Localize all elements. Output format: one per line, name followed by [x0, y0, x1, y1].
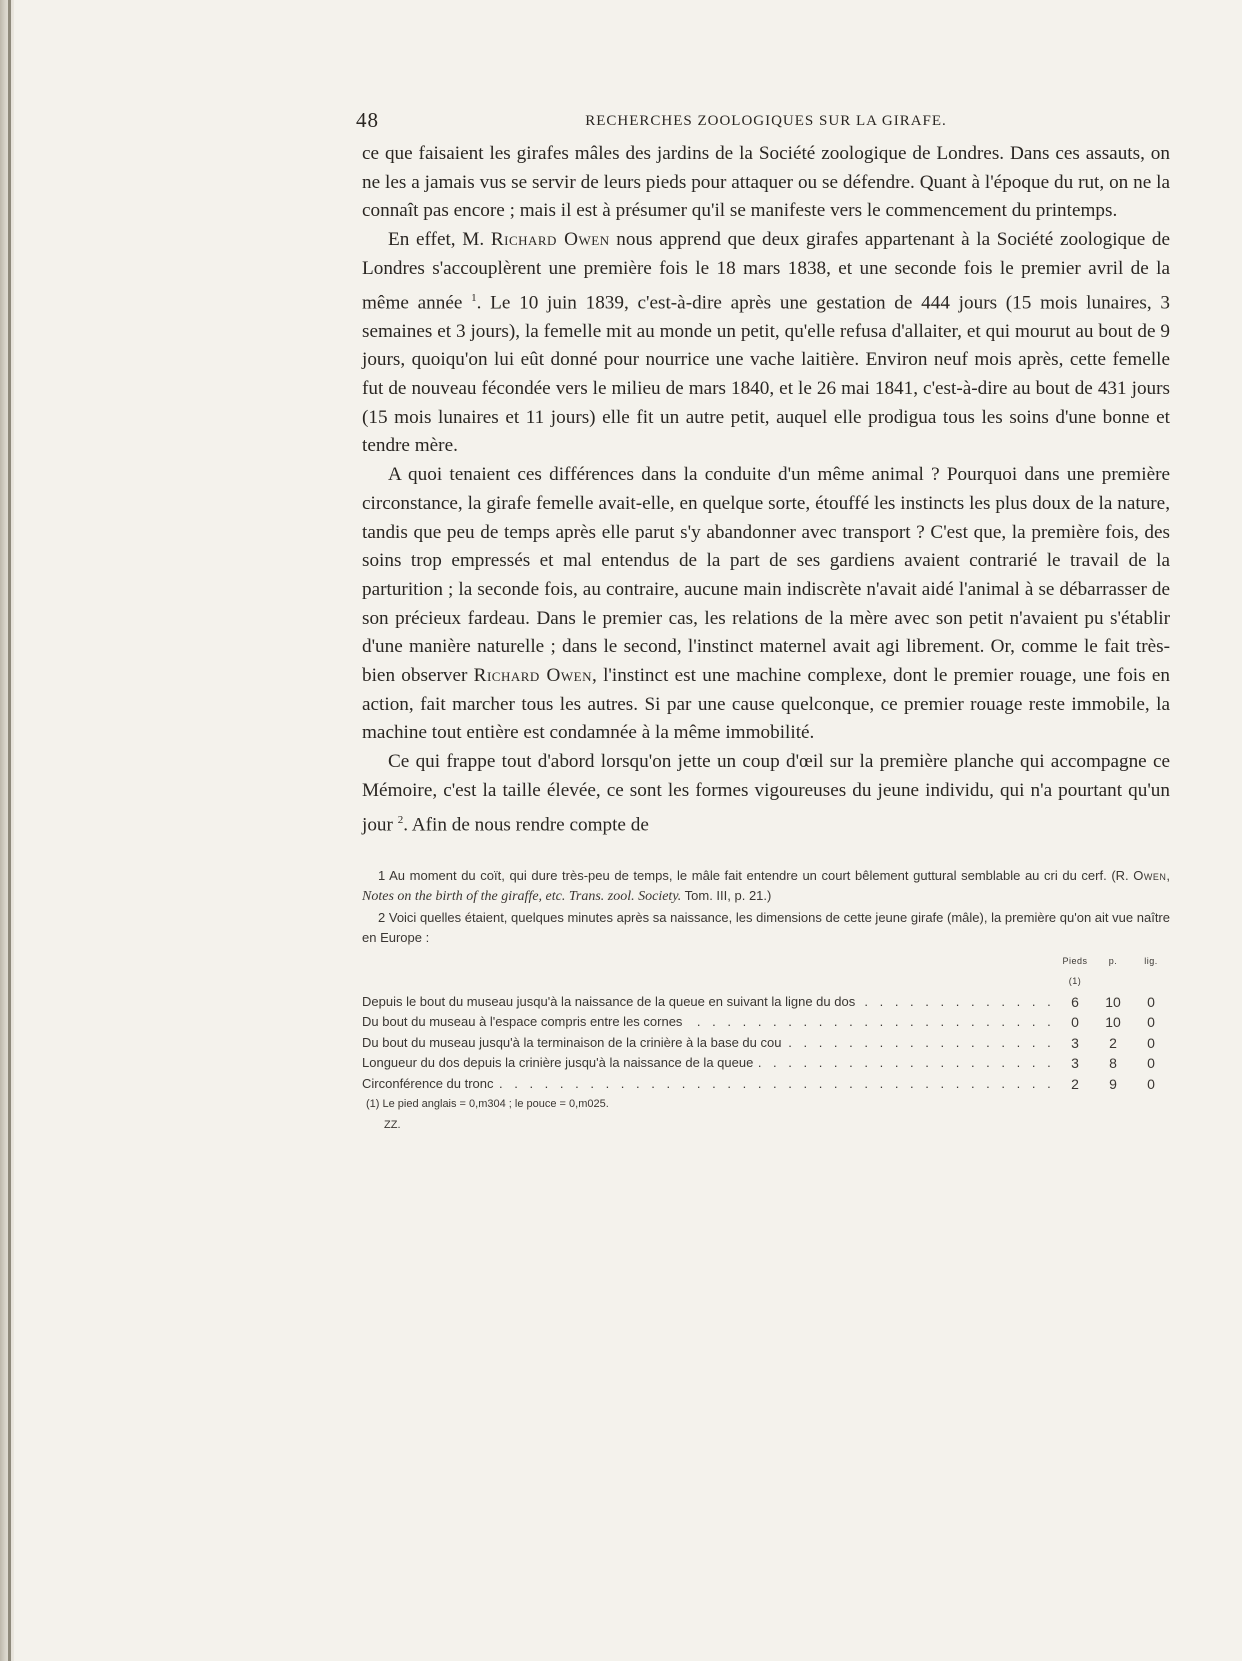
measurement-pieds: 2 — [1071, 1075, 1079, 1092]
measurement-pouces: 10 — [1105, 993, 1121, 1010]
printer-signature: ZZ. — [384, 1118, 401, 1131]
footnote-1-segment: Notes on the birth of the giraffe, etc. Trans. zool. Society. — [362, 889, 682, 905]
paragraph-segment: , l'instinct est une machine complexe, dont le premier rouage, une fois en action, fait marcher tous les autres. Si par une cause quelconque, ce premier rouage reste immobile, la machine tout entière est condamnée à la même immobilité. — [362, 665, 1170, 744]
measurement-label: Depuis le bout du museau jusqu'à la naissance de la queue en suivant la ligne du dos . . . — [362, 992, 1056, 1013]
book-spine-shadow — [0, 0, 14, 1661]
book-spine-edge — [8, 0, 11, 1661]
footnote-2-intro: 2 Voici quelles étaient, quelques minutes après sa naissance, les dimensions de cette jeune girafe (mâle), la première qu'on ait vue naître en Europe : — [362, 909, 1170, 946]
paragraph-segment: . Le 10 juin 1839, c'est-à-dire après une gestation de 444 jours (15 mois lunaires, 3 semaines et 3 jours), la femelle mit au monde un petit, qu'elle refusa d'allaiter, et qui mourut au bout de 9 jours, quoiqu'on lui eût donné pour nourrice une vache laitière. Environ neuf mois après, cette femelle fut de nouveau fécondée vers le milieu de mars 1840, et le 26 mai 1841, c'est-à-dire au bout de 431 jours (15 mois lunaires et 11 jours) elle fit un autre petit, auquel elle prodigua tous les soins d'une bonne et tendre mère. — [362, 291, 1171, 457]
paragraph-segment: En effet, M. — [388, 229, 491, 251]
measurement-pieds: 3 — [1071, 1055, 1079, 1072]
paragraph-segment: Richard Owen — [490, 229, 610, 251]
footnote-1-segment: 1 Au moment du coït, qui dure très-peu de temps, le mâle fait entendre un court bêlement guttural semblable au cri du cerf. (R. — [378, 867, 1134, 883]
measurement-row — [362, 992, 1170, 1013]
paragraph-segment: ce que faisaient les girafes mâles des jardins de la Société zoologique de Londres. Dans ces assauts, on ne les a jamais vus se servir de leurs pieds pour attaquer ou se défendre. Quant à l'époque du rut, on ne la connaît pas encore ; mais il est à présumer qu'il se manifeste vers le commencement du printemps. — [362, 143, 1170, 222]
measurement-pouces: 10 — [1105, 1014, 1121, 1031]
measurement-row — [362, 1074, 1170, 1095]
measurement-lignes: 0 — [1147, 1034, 1155, 1051]
measurement-row — [362, 1053, 1170, 1074]
unit-note: (1) Le pied anglais = 0,m304 ; le pouce = 0,m025. — [366, 1098, 609, 1111]
measurement-label: Longueur du dos depuis la crinière jusqu'à la naissance de la queue . . . — [362, 1053, 1056, 1074]
paragraph — [362, 748, 1170, 840]
paragraph-segment: 1 — [471, 291, 477, 304]
paragraph-segment: A quoi tenaient ces différences dans la conduite d'un même animal ? Pourquoi dans une première circonstance, la girafe femelle avait-elle, en quelque sorte, étouffé les instincts les plus doux de la nature, tandis que peu de temps après elle parut s'y abandonner avec transport ? C'est que, la première fois, des soins trop empressés et mal entendus de la part de ses gardiens avaient contrarié le travail de la parturition ; la seconde fois, au contraire, aucune main indiscrète n'avait aidé l'animal à se débarrasser de son précieux fardeau. Dans le premier cas, les relations de la mère avec son petit n'avaient pu s'établir d'une manière naturelle ; dans le second, l'instinct maternel avait agi librement. Or, comme le fait très-bien observer — [362, 464, 1170, 687]
paragraph — [362, 226, 1170, 461]
book-page — [356, 108, 1171, 1135]
measurement-lignes: 0 — [1147, 1014, 1155, 1031]
paragraph-segment: . Afin de nous rendre compte de — [403, 813, 649, 835]
measurement-pieds: 0 — [1071, 1014, 1079, 1031]
measurement-label: Circonférence du tronc . . . — [362, 1074, 1056, 1095]
measurement-pouces: 2 — [1109, 1034, 1117, 1051]
measurement-row — [362, 1012, 1170, 1033]
main-text — [362, 140, 1170, 840]
footnote-1-segment: Tom. III, p. 21.) — [681, 888, 772, 904]
measurement-label: Du bout du museau à l'espace compris entre les cornes . . . — [362, 1012, 1056, 1033]
header-lignes: lig. — [1144, 955, 1158, 966]
running-title: RECHERCHES ZOOLOGIQUES SUR LA GIRAFE. — [585, 113, 947, 129]
page-number: 48 — [356, 108, 379, 132]
page-header — [356, 108, 1170, 140]
measurement-pieds: 3 — [1071, 1034, 1079, 1051]
header-pouces: p. — [1108, 955, 1118, 966]
measurement-pouces: 8 — [1109, 1055, 1117, 1072]
footnote-1-segment: Owen — [1133, 867, 1167, 883]
measurement-lignes: 0 — [1147, 1055, 1155, 1072]
paragraph-segment: Ce qui frappe tout d'abord lorsqu'on jette un coup d'œil sur la première planche qui accompagne ce Mémoire, c'est la taille élevée, ce sont les formes vigoureuses du jeune individu, qui n'a pourtant qu'un jour — [362, 751, 1170, 835]
footnotes — [362, 866, 1170, 1136]
measurement-label: Du bout du museau jusqu'à la terminaison de la crinière à la base du cou . . . — [362, 1033, 1056, 1054]
measurement-row — [362, 1033, 1170, 1054]
paragraph-segment: nous apprend que deux girafes appartenant à la Société zoologique de Londres s'accouplèrent une première fois le 18 mars 1838, et une seconde fois le premier avril de la même année — [362, 229, 1171, 313]
footnote-1-segment: , — [1166, 867, 1170, 883]
paragraph-segment: Richard Owen — [473, 665, 593, 687]
paragraph — [362, 140, 1170, 226]
measurement-pieds: 6 — [1071, 993, 1079, 1010]
measurement-pouces: 9 — [1109, 1075, 1117, 1092]
measurement-lignes: 0 — [1147, 993, 1155, 1010]
header-pieds: Pieds (1) — [1062, 955, 1088, 987]
paragraph — [362, 461, 1170, 748]
measurements-table — [362, 951, 1170, 1095]
footnote-1 — [362, 866, 1170, 908]
measurement-lignes: 0 — [1147, 1075, 1155, 1092]
measurements-header-row — [362, 951, 1170, 992]
paragraph-segment: 2 — [397, 813, 404, 826]
